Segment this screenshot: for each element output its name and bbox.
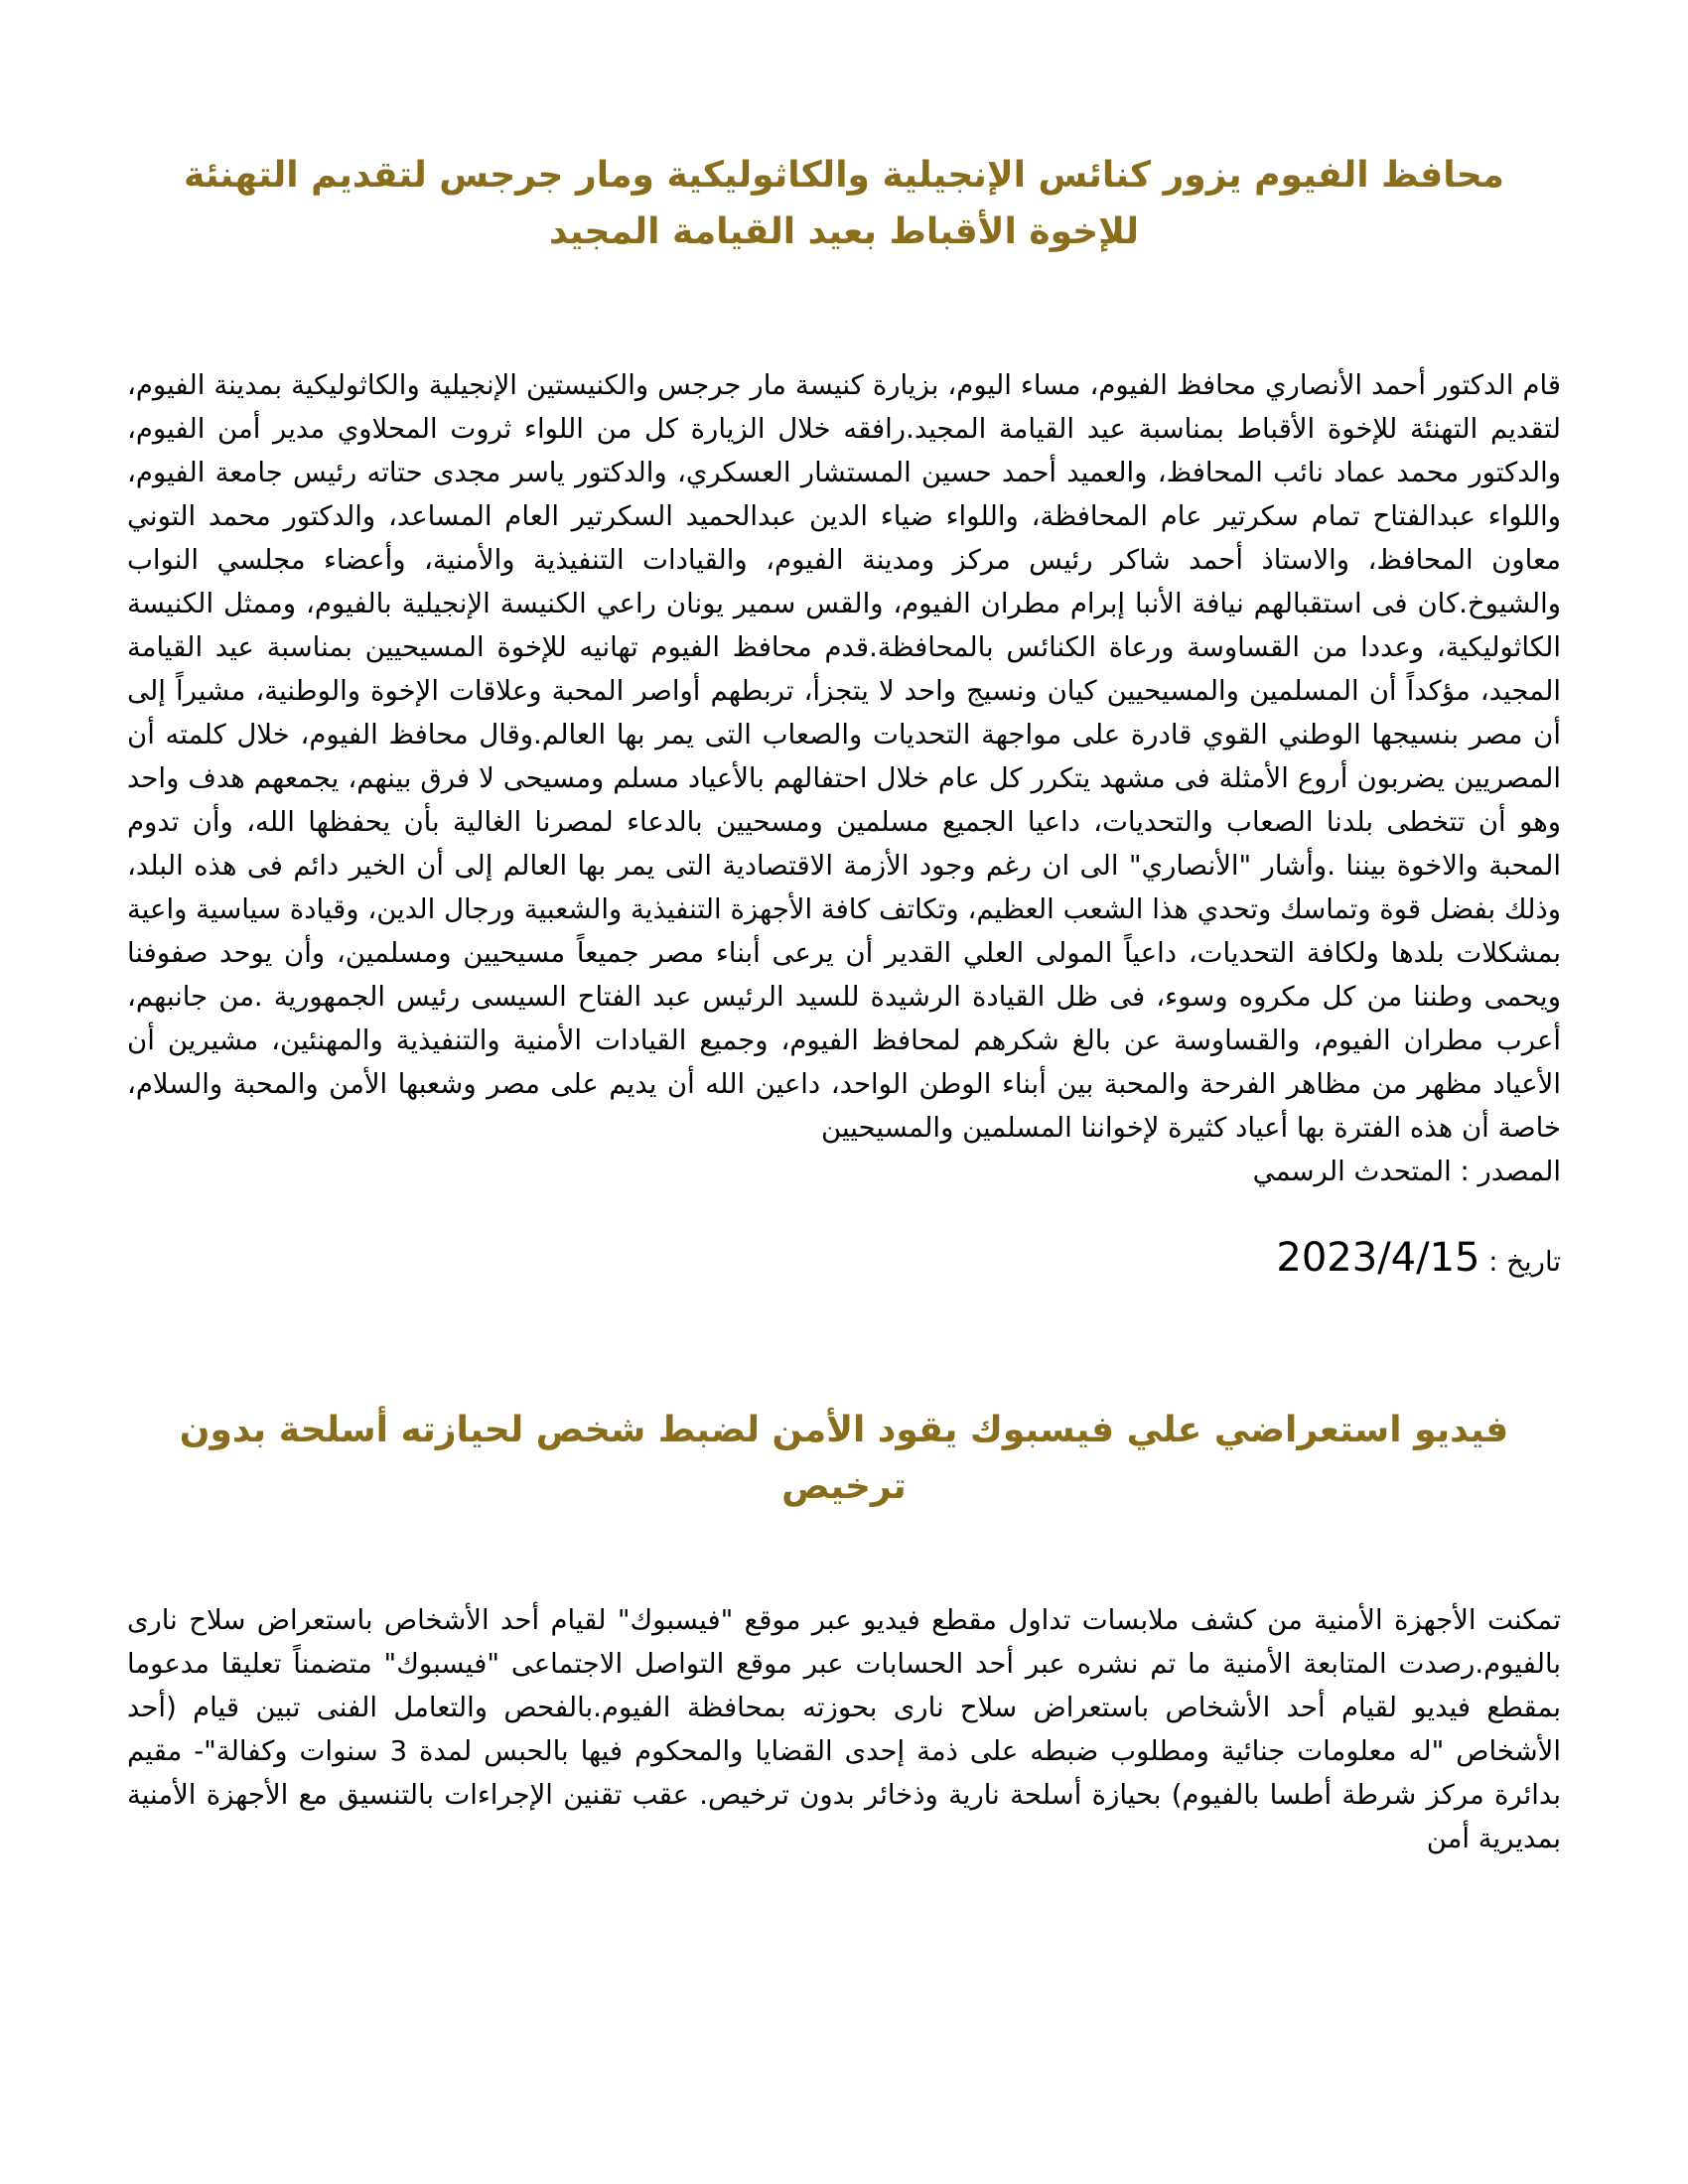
article-2-body: تمكنت الأجهزة الأمنية من كشف ملابسات تداول مقطع فيديو عبر موقع "فيسبوك" لقيام أحد الأشخاص باستعراض سلاح نارى بالفيوم.رصدت المتابعة الأمنية ما تم نشره عبر أحد الحسابات عبر موقع التواصل الاجتماعى "فيسبوك" متضمناً تعليقا مدعوما بمقطع فيديو لقيام أحد الأشخاص باستعراض سلاح نارى بحوزته بمحافظة الفيوم.بالفحص والتعامل الفنى تبين قيام (أحد الأشخاص "له معلومات جنائية ومطلوب ضبطه على ذمة إحدى القضايا والمحكوم فيها بالحبس لمدة 3 سنوات وكفالة"- مقيم بدائرة مركز شرطة أطسا بالفيوم) بحيازة أسلحة نارية وذخائر بدون ترخيص. عقب تقنين الإجراءات بالتنسيق مع الأجهزة الأمنية بمديرية أمن [127,1604,1561,1854]
news-article-2 [127,1402,1561,1860]
article-2-title: فيديو استعراضي علي فيسبوك يقود الأمن لضبط شخص لحيازته أسلحة بدون ترخيص [179,1410,1509,1507]
news-article-1 [127,147,1561,1287]
article-1-source-line: المصدر : المتحدث الرسمي [1252,1156,1561,1187]
date-value: 2023/4/15 [1276,1235,1480,1281]
article-1-date-line [127,1233,1561,1287]
article-1-title: محافظ الفيوم يزور كنائس الإنجيلية والكاثوليكية ومار جرجس لتقديم التهنئة للإخوة الأقباط بعيد القيامة المجيد [184,155,1504,252]
date-label: تاريخ : [1488,1246,1561,1278]
article-1-body: قام الدكتور أحمد الأنصاري محافظ الفيوم، مساء اليوم، بزيارة كنيسة مار جرجس والكنيستين الإنجيلية والكاثوليكية بمدينة الفيوم، لتقديم التهنئة للإخوة الأقباط بمناسبة عيد القيامة المجيد.رافقه خلال الزيارة كل من اللواء ثروت المحلاوي مدير أمن الفيوم، والدكتور محمد عماد نائب المحافظ، والعميد أحمد حسين المستشار العسكري، والدكتور ياسر مجدى حتاته رئيس جامعة الفيوم، واللواء عبدالفتاح تمام سكرتير عام المحافظة، واللواء ضياء الدين عبدالحميد السكرتير العام المساعد، والدكتور محمد التوني معاون المحافظ، والاستاذ أحمد شاكر رئيس مركز ومدينة الفيوم، والقيادات التنفيذية والأمنية، وأعضاء مجلسي النواب والشيوخ.كان فى استقبالهم نيافة الأنبا إبرام مطران الفيوم، والقس سمير يونان راعي الكنيسة الإنجيلية بالفيوم، وممثل الكنيسة الكاثوليكية، وعددا من القساوسة ورعاة الكنائس بالمحافظة.قدم محافظ الفيوم تهانيه للإخوة المسيحيين بمناسبة عيد القيامة المجيد، مؤكداً أن المسلمين والمسيحيين كيان ونسيج واحد لا يتجزأ، تربطهم أواصر المحبة وعلاقات الإخوة والوطنية، مشيراً إلى أن مصر بنسيجها الوطني القوي قادرة على مواجهة التحديات والصعاب التى يمر بها العالم.وقال محافظ الفيوم، خلال كلمته أن المصريين يضربون أروع الأمثلة فى مشهد يتكرر كل عام خلال احتفالهم بالأعياد مسلم ومسيحى لا فرق بينهم، يجمعهم هدف واحد وهو أن تتخطى بلدنا الصعاب والتحديات، داعيا الجميع مسلمين ومسحيين بالدعاء لمصرنا الغالية بأن يحفظها الله، وأن تدوم المحبة والاخوة بيننا .وأشار "الأنصاري" الى ان رغم وجود الأزمة الاقتصادية التى يمر بها العالم إلى أن الخير دائم فى هذه البلد، وذلك بفضل قوة وتماسك وتحدي هذا الشعب العظيم، وتكاتف كافة الأجهزة التنفيذية والشعبية ورجال الدين، وقيادة سياسية واعية بمشكلات بلدها ولكافة التحديات، داعياً المولى العلي القدير أن يرعى أبناء مصر جميعاً مسيحيين ومسلمين، وأن يوحد صفوفنا ويحمى وطننا من كل مكروه وسوء، فى ظل القيادة الرشيدة للسيد الرئيس عبد الفتاح السيسى رئيس الجمهورية .من جانبهم، أعرب مطران الفيوم، والقساوسة عن بالغ شكرهم لمحافظ الفيوم، وجميع القيادات الأمنية والتنفيذية والمهنئين، مشيرين أن الأعياد مظهر من مظاهر الفرحة والمحبة بين أبناء الوطن الواحد، داعين الله أن يديم على مصر وشعبها الأمن والمحبة والسلام، خاصة أن هذه الفترة بها أعياد كثيرة لإخواننا المسلمين والمسيحيين [127,369,1561,1144]
